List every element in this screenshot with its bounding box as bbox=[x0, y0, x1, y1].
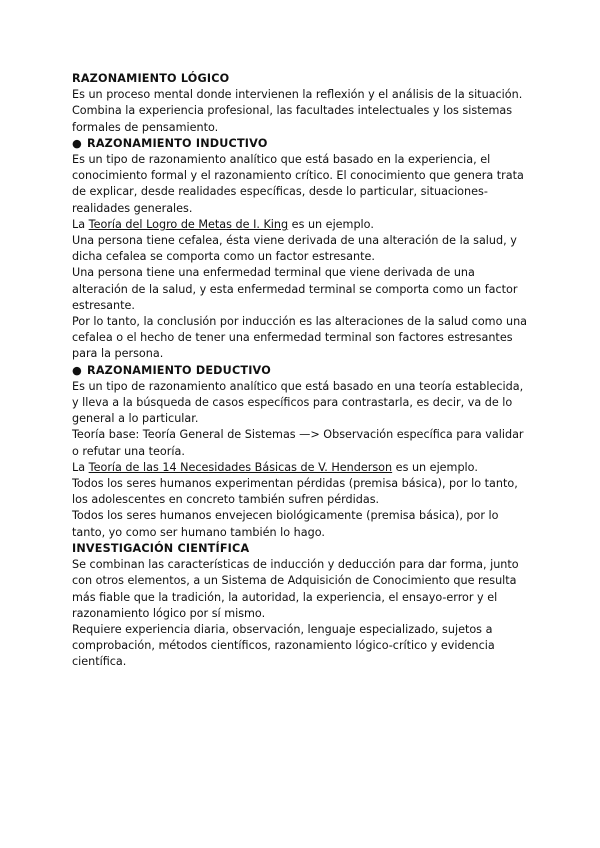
paragraph-deductivo-case-1: Todos los seres humanos experimentan pérdidas (premisa básica), por lo tanto, los adolescentes en concreto también sufren pérdidas. bbox=[72, 477, 518, 507]
heading-razonamiento-inductivo bbox=[72, 136, 532, 152]
paragraph-deductivo-definition: Es un tipo de razonamiento analítico que está basado en una teoría establecida, y lleva a la búsqueda de casos específicos para contrastarla, es decir, va de lo general a lo particular. bbox=[72, 379, 524, 426]
paragraph-inductivo-conclusion: Por lo tanto, la conclusión por inducción es las alteraciones de la salud como una cefalea o el hecho de tener una enfermedad terminal son factores estresantes para la persona. bbox=[72, 315, 528, 361]
heading-label: RAZONAMIENTO DEDUCTIVO bbox=[87, 363, 271, 377]
paragraph-investigacion-2: Requiere experiencia diaria, observación, lenguaje especializado, sujetos a comprobación, métodos científicos, razonamiento lógico-crítico y evidencia científica. bbox=[72, 622, 495, 669]
paragraph-inductivo-definition: Es un tipo de razonamiento analítico que está basado en la experiencia, el conocimiento formal y el razonamiento crítico. El conocimiento que genera trata de explicar, desde realidades específicas, desde lo particular, situaciones-realidades generales. bbox=[72, 153, 524, 215]
link-teoria-king[interactable]: Teoría del Logro de Metas de I. King bbox=[88, 217, 289, 231]
link-teoria-henderson[interactable]: Teoría de las 14 Necesidades Básicas de V. Henderson bbox=[88, 460, 393, 474]
paragraph-razonamiento-logico: Es un proceso mental donde intervienen la reflexión y el análisis de la situación. Combina la experiencia profesional, las facultades intelectuales y los sistemas formales de pensamiento. bbox=[72, 88, 523, 134]
heading-razonamiento-logico: RAZONAMIENTO LÓGICO bbox=[72, 72, 230, 85]
paragraph-inductivo-case-2: Una persona tiene una enfermedad terminal que viene derivada de una alteración de la salud, y esta enfermedad terminal se comporta como un factor estresante. bbox=[72, 266, 518, 312]
paragraph-inductivo-example bbox=[72, 217, 532, 233]
paragraph-deductivo-case-2: Todos los seres humanos envejecen biológicamente (premisa básica), por lo tanto, yo como ser humano también lo hago. bbox=[72, 509, 499, 539]
bullet-icon: ● bbox=[72, 363, 82, 377]
heading-label: RAZONAMIENTO INDUCTIVO bbox=[87, 136, 268, 150]
bullet-icon: ● bbox=[72, 136, 82, 150]
document-page bbox=[72, 71, 532, 671]
paragraph-deductivo-theory-base: Teoría base: Teoría General de Sistemas —> Observación específica para validar o refutar una teoría. bbox=[72, 428, 524, 458]
paragraph-deductivo-example bbox=[72, 460, 532, 476]
example-suffix: es un ejemplo. bbox=[392, 460, 478, 474]
paragraph-inductivo-case-1: Una persona tiene cefalea, ésta viene derivada de una alteración de la salud, y dicha cefalea se comporta como un factor estresante. bbox=[72, 234, 517, 264]
example-prefix: La bbox=[72, 217, 89, 231]
paragraph-investigacion-1: Se combinan las características de inducción y deducción para dar forma, junto con otros elementos, a un Sistema de Adquisición de Conocimiento que resulta más fiable que la tradición, la autoridad, la experiencia, el ensayo-error y el razonamiento lógico por sí mismo. bbox=[72, 558, 519, 620]
example-suffix: es un ejemplo. bbox=[288, 217, 374, 231]
heading-razonamiento-deductivo bbox=[72, 363, 532, 379]
example-prefix: La bbox=[72, 460, 89, 474]
heading-investigacion-cientifica: INVESTIGACIÓN CIENTÍFICA bbox=[72, 541, 250, 555]
